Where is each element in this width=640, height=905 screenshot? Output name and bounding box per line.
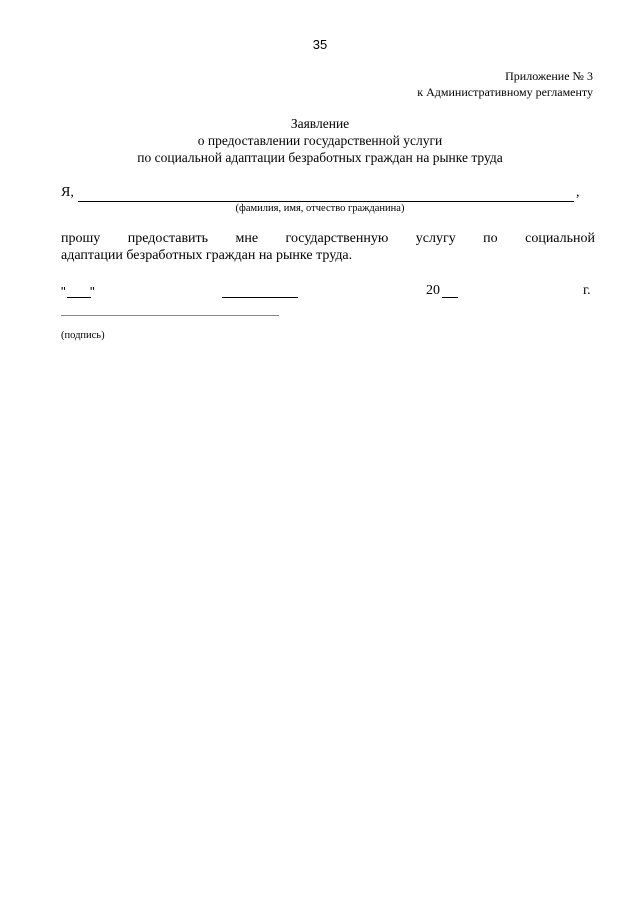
date-year-suffix: г. — [583, 283, 591, 298]
document-title: Заявление — [290, 116, 350, 131]
applicant-comma: , — [576, 185, 580, 200]
appendix-reference: к Административному регламенту — [417, 85, 593, 99]
date-year-prefix: 20 — [426, 283, 440, 298]
applicant-prefix: Я, — [61, 185, 74, 200]
request-text-line2: адаптации безработных граждан на рынке труда. — [61, 248, 353, 263]
date-day-open-quote: " — [61, 284, 66, 299]
applicant-name-field[interactable] — [78, 201, 574, 202]
date-year-field[interactable] — [442, 297, 458, 298]
request-word: прошу — [61, 231, 101, 246]
applicant-name-caption: (фамилия, имя, отчество гражданина) — [235, 203, 405, 214]
request-word: по — [483, 231, 498, 246]
appendix-number: Приложение № 3 — [505, 69, 593, 83]
request-word: мне — [235, 231, 259, 246]
signature-field[interactable] — [61, 315, 279, 316]
date-day-field[interactable] — [67, 297, 91, 298]
document-subtitle-continued: по социальной адаптации безработных граждан на рынке труда — [137, 150, 503, 165]
signature-caption: (подпись) — [61, 330, 105, 341]
document-subtitle: о предоставлении государственной услуги — [197, 133, 443, 148]
request-word: предоставить — [127, 231, 209, 246]
page-number: 35 — [312, 37, 328, 52]
request-word: государственную — [285, 231, 389, 246]
request-word: социальной — [525, 231, 595, 246]
date-day-close-quote: " — [90, 284, 95, 299]
request-word: услугу — [415, 231, 456, 246]
date-month-field[interactable] — [222, 297, 298, 298]
request-text-line1 — [61, 231, 595, 247]
